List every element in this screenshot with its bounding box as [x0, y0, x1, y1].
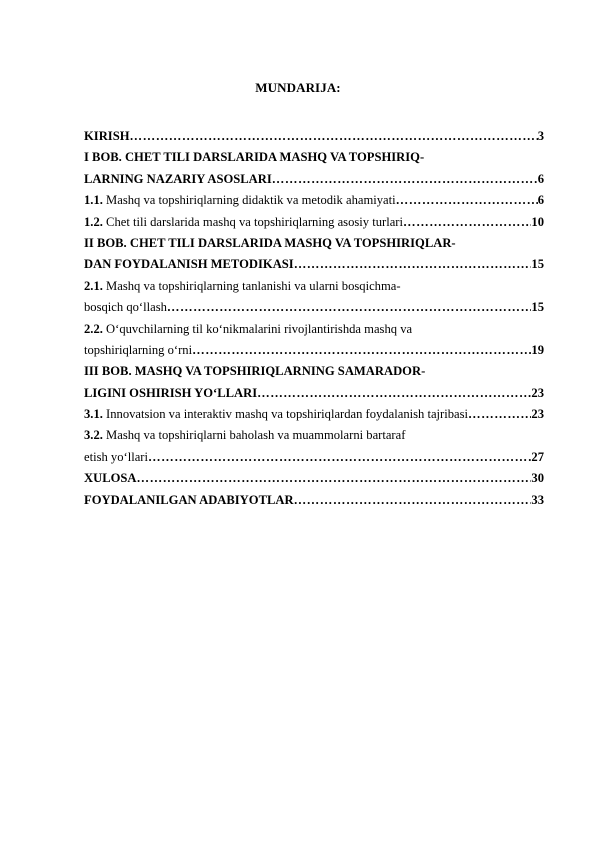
toc-entry-text: III BOB. MASHQ VA TOPSHIRIQLARNING SAMARADOR-: [84, 364, 426, 379]
toc-entry-text: topshiriqlarning o‘rni: [84, 342, 193, 357]
toc-entry-text: Mashq va topshiriqlarning tanlanishi va ularni bosqichma-: [106, 278, 401, 293]
toc-entry-text: Mashq va topshiriqlarning didaktik va metodik ahamiyati: [106, 193, 396, 208]
dot-leader: [192, 340, 531, 361]
toc-entry-2-1-line2[interactable]: [84, 297, 544, 318]
toc-entry-text: II BOB. CHET TILI DARSLARIDA MASHQ VA TOPSHIRIQLAR-: [84, 235, 456, 250]
toc-entry-text: FOYDALANILGAN ADABIYOTLAR: [84, 492, 294, 507]
toc-entry-bob3-line1[interactable]: [84, 361, 544, 382]
section-number: 2.2.: [84, 321, 103, 336]
toc-entry-1-2[interactable]: [84, 212, 544, 233]
toc-entry-text: I BOB. CHET TILI DARSLARIDA MASHQ VA TOPSHIRIQ-: [84, 150, 425, 165]
dot-leader: [130, 126, 538, 147]
toc-entry-bob3-line2[interactable]: [84, 383, 544, 404]
toc-page-number: 23: [531, 407, 544, 422]
toc-entry-bob2-line2[interactable]: [84, 254, 544, 275]
toc-entry-text: Chet tili darslarida mashq va topshiriqlarning asosiy turlari: [106, 214, 403, 229]
toc-entry-xulosa[interactable]: [84, 468, 544, 489]
toc-page-number: 10: [531, 214, 544, 229]
toc-entry-2-2-line1[interactable]: [84, 319, 544, 340]
dot-leader: [136, 468, 531, 489]
section-number: 3.1.: [84, 407, 103, 422]
toc-entry-text: LARNING NAZARIY ASOSLARI: [84, 171, 272, 186]
section-number: 3.2.: [84, 428, 103, 443]
toc-entry-text: Innovatsion va interaktiv mashq va topshiriqlardan foydalanish tajribasi: [106, 407, 469, 422]
section-number: 2.1.: [84, 278, 103, 293]
toc-entry-text: etish yo‘llari: [84, 449, 149, 464]
toc-entry-bob1-line1[interactable]: [84, 147, 544, 168]
toc-page-number: 23: [531, 385, 544, 400]
toc-entry-3-2-line2[interactable]: [84, 447, 544, 468]
toc-page-number: 30: [531, 471, 544, 486]
toc-entry-3-1[interactable]: [84, 404, 544, 425]
toc-entry-text: DAN FOYDALANISH METODIKASI: [84, 257, 294, 272]
toc-entry-2-1-line1[interactable]: [84, 276, 544, 297]
toc-page-number: 3: [537, 129, 544, 143]
toc-entry-3-2-line1[interactable]: [84, 425, 544, 446]
toc-entry-text: KIRISH: [84, 129, 130, 143]
dot-leader: [468, 404, 531, 425]
toc-entry-text: LIGINI OSHIRISH YO‘LLARI: [84, 385, 258, 400]
toc-entry-text: Mashq va topshiriqlarni baholash va muammolarni bartaraf: [106, 428, 406, 443]
section-number: 1.1.: [84, 193, 103, 208]
dot-leader: [403, 212, 531, 233]
dot-leader: [148, 447, 531, 468]
dot-leader: [257, 383, 531, 404]
toc-page-number: 6: [537, 193, 544, 208]
toc-entry-bob1-line2[interactable]: [84, 169, 544, 190]
dot-leader: [294, 490, 532, 511]
dot-leader: [272, 169, 538, 190]
section-number: 1.2.: [84, 214, 103, 229]
toc-page-number: 33: [531, 492, 544, 507]
dot-leader: [294, 254, 532, 275]
toc-page-number: 6: [537, 171, 544, 186]
toc-entry-adabiyotlar[interactable]: [84, 490, 544, 511]
toc-entry-bob2-line1[interactable]: [84, 233, 544, 254]
toc-entry-1-1[interactable]: [84, 190, 544, 211]
toc-entry-text: XULOSA: [84, 471, 137, 486]
toc-page-number: 19: [531, 342, 544, 357]
toc-entry-kirish[interactable]: [84, 126, 544, 147]
table-of-contents: [84, 126, 544, 511]
dot-leader: [396, 190, 538, 211]
toc-page-number: 15: [531, 257, 544, 272]
toc-entry-2-2-line2[interactable]: [84, 340, 544, 361]
toc-entry-text: O‘quvchilarning til ko‘nikmalarini rivojlantirishda mashq va: [106, 321, 413, 336]
toc-page-number: 27: [531, 449, 544, 464]
toc-title: MUNDARIJA:: [255, 80, 341, 95]
toc-page-number: 15: [531, 300, 544, 315]
toc-entry-text: bosqich qo‘llash: [84, 300, 167, 315]
dot-leader: [167, 297, 532, 318]
